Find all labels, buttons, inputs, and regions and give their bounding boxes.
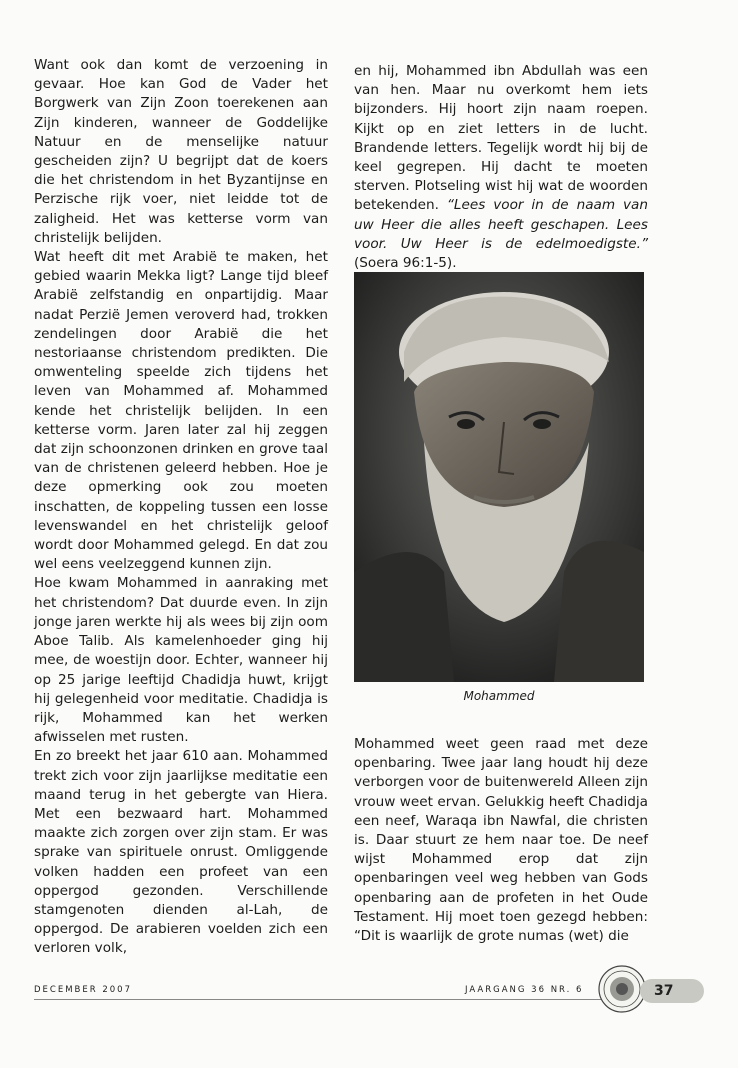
right-column-bottom [354, 735, 648, 946]
left-column [34, 56, 328, 959]
quote-reference: (Soera 96:1-5). [354, 255, 457, 272]
paragraph [354, 62, 648, 273]
footer-date: DECEMBER 2007 [34, 985, 132, 995]
paragraph: Want ook dan komt de verzoening in gevaar. Hoe kan God de Vader het Borgwerk van Zijn Zoon toerekenen aan Zijn kinderen, wanneer de Goddelijke Natuur en de menselijke natuur gescheiden zijn? U begrijpt dat de koers die het christendom in het Byzantijnse en Perzische rijk voer, niet leidde tot de zaligheid. Het was ketterse vorm van christelijk belijden. [34, 57, 328, 246]
photo-caption: Mohammed [463, 689, 535, 703]
footer-rule [34, 999, 624, 1000]
paragraph-text: en hij, Mohammed ibn Abdullah was een van hen. Maar nu overkomt hem iets bijzonders. Hij hoort zijn naam roepen. Kijkt op en ziet letters in de lucht. Brandende letters. Tegelijk wordt hij bij de keel gegrepen. Hij dacht te moeten sterven. Plotseling wist hij wat de woorden betekenden. [354, 63, 648, 214]
quran-quote: “Lees voor in de naam van uw Heer die alles heeft geschapen. Lees voor. Uw Heer is de edelmoedigste.” [354, 197, 648, 252]
portrait-photo [354, 272, 644, 682]
paragraph: Wat heeft dit met Arabië te maken, het gebied waarin Mekka ligt? Lange tijd bleef Arabië zelfstandig en onpartijdig. Maar nadat Perzië Jemen veroverd had, trokken zendelingen door Arabië die het nestoriaanse christendom predikten. Die omwenteling speelde zich tijdens het leven van Mohammed af. Mohammed kende het christelijk belijden. In een ketterse vorm. Jaren later zal hij zeggen dat zijn schoonzonen drinken en grove taal van de christenen geleerd hebben. Hoe je deze opmerking ook zou moeten inschatten, de koppeling tussen een losse levenswandel en het christelijk geloof wordt door Mohammed gelegd. En dat zou wel eens veelzeggend kunnen zijn. [34, 249, 328, 573]
paragraph: En zo breekt het jaar 610 aan. Mohammed trekt zich voor zijn jaarlijkse meditatie een maand terug in het gebergte van Hiera. Met een bezwaard hart. Mohammed maakte zich zorgen over zijn stam. Er was sprake van spirituele onrust. Omliggende volken hadden een profeet van een oppergod gezonden. Verschillende stamgenoten dienden al-Lah, de oppergod. De arabieren voelden zich een verloren volk, [34, 748, 328, 957]
paragraph: Mohammed weet geen raad met deze openbaring. Twee jaar lang houdt hij deze verborgen voor de buitenwereld Alleen zijn vrouw weet ervan. Gelukkig heeft Chadidja een neef, Waraqa ibn Nawfal, die christen is. Daar stuurt ze hem naar toe. De neef wijst Mohammed erop dat zijn openbaringen veel weg hebben van Gods openbaring aan de profeten in het Oude Testament. Hij moet toen gezegd hebben: “Dit is waarlijk de grote numas (wet) die [354, 736, 648, 945]
page-number: 37 [640, 979, 704, 1003]
footer-volume: JAARGANG 36 NR. 6 [465, 985, 584, 995]
right-column-top [354, 62, 648, 273]
paragraph: Hoe kwam Mohammed in aanraking met het christendom? Dat duurde even. In zijn jonge jaren werkte hij als wees bij zijn oom Aboe Talib. Als kamelenhoeder ging hij mee, de woestijn door. Echter, wanneer hij op 25 jarige leeftijd Chadidja huwt, krijgt hij gelegenheid voor meditatie. Chadidja is rijk, Mohammed kan het werken afwisselen met rusten. [34, 575, 328, 746]
